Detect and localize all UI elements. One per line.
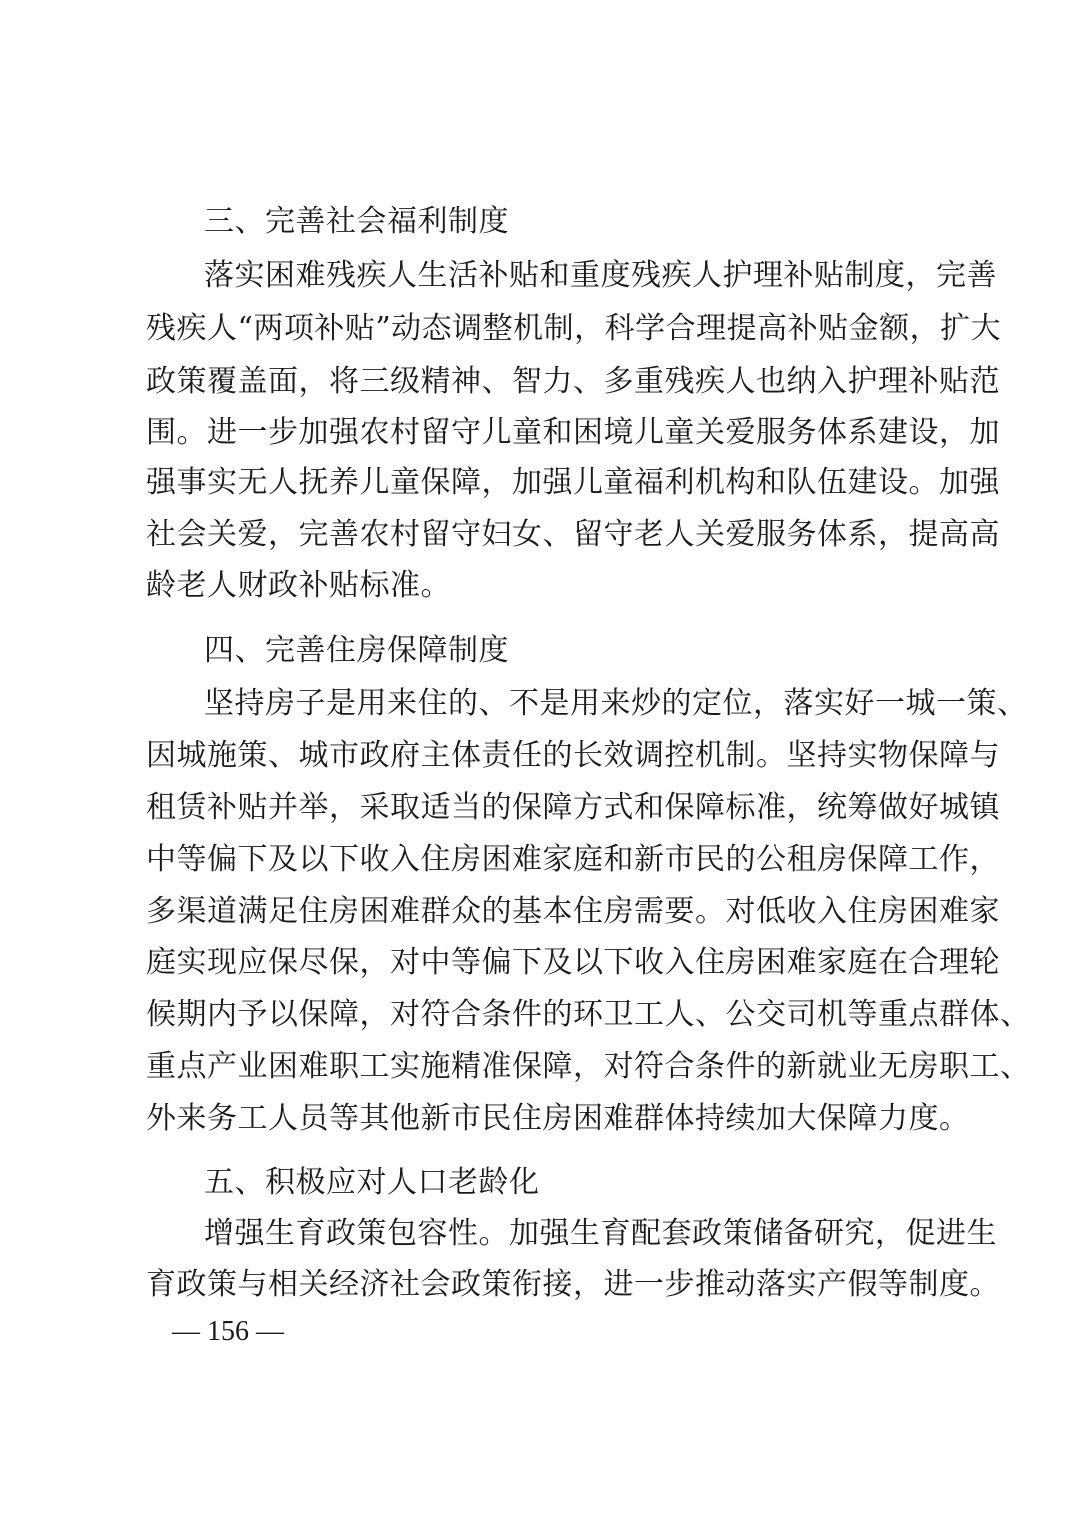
paragraph-line: 增强生育政策包容性。加强生育配套政策储备研究，促进生 xyxy=(204,1216,997,1251)
paragraph-line: 龄老人财政补贴标准。 xyxy=(146,568,451,603)
section-heading: 四、完善住房保障制度 xyxy=(204,633,509,668)
paragraph-line: 围。进一步加强农村留守儿童和困境儿童关爱服务体系建设，加 xyxy=(146,415,1000,450)
paragraph-line: 中等偏下及以下收入住房困难家庭和新市民的公租房保障工作， xyxy=(146,842,1000,877)
paragraph-line: 残疾人“两项补贴”动态调整机制，科学合理提高补贴金额，扩大 xyxy=(146,311,1002,346)
section-heading: 五、积极应对人口老龄化 xyxy=(204,1165,540,1200)
paragraph-line: 外来务工人员等其他新市民住房困难群体持续加大保障力度。 xyxy=(146,1101,970,1136)
paragraph-line: 因城施策、城市政府主体责任的长效调控机制。坚持实物保障与 xyxy=(146,738,1000,773)
paragraph-line: 社会关爱，完善农村留守妇女、留守老人关爱服务体系，提高高 xyxy=(146,517,1000,552)
paragraph-line: 庭实现应保尽保，对中等偏下及以下收入住房困难家庭在合理轮 xyxy=(146,945,1000,980)
paragraph-line: 强事实无人抚养儿童保障，加强儿童福利机构和队伍建设。加强 xyxy=(146,465,1000,500)
paragraph-line: 育政策与相关经济社会政策衔接，进一步推动落实产假等制度。 xyxy=(146,1267,1000,1302)
paragraph-line: 落实困难残疾人生活补贴和重度残疾人护理补贴制度，完善 xyxy=(204,258,997,293)
section-heading: 三、完善社会福利制度 xyxy=(204,204,509,239)
paragraph-line: 候期内予以保障，对符合条件的环卫工人、公交司机等重点群体、 xyxy=(146,997,1031,1032)
paragraph-line: 政策覆盖面，将三级精神、智力、多重残疾人也纳入护理补贴范 xyxy=(146,364,1000,399)
paragraph-line: 重点产业困难职工实施精准保障，对符合条件的新就业无房职工、 xyxy=(146,1049,1031,1084)
page-number: — 156 — xyxy=(172,1316,284,1347)
paragraph-line: 坚持房子是用来住的、不是用来炒的定位，落实好一城一策、 xyxy=(204,686,1028,721)
paragraph-line: 租赁补贴并举，采取适当的保障方式和保障标准，统筹做好城镇 xyxy=(146,790,1000,825)
paragraph-line: 多渠道满足住房困难群众的基本住房需要。对低收入住房困难家 xyxy=(146,894,1000,929)
